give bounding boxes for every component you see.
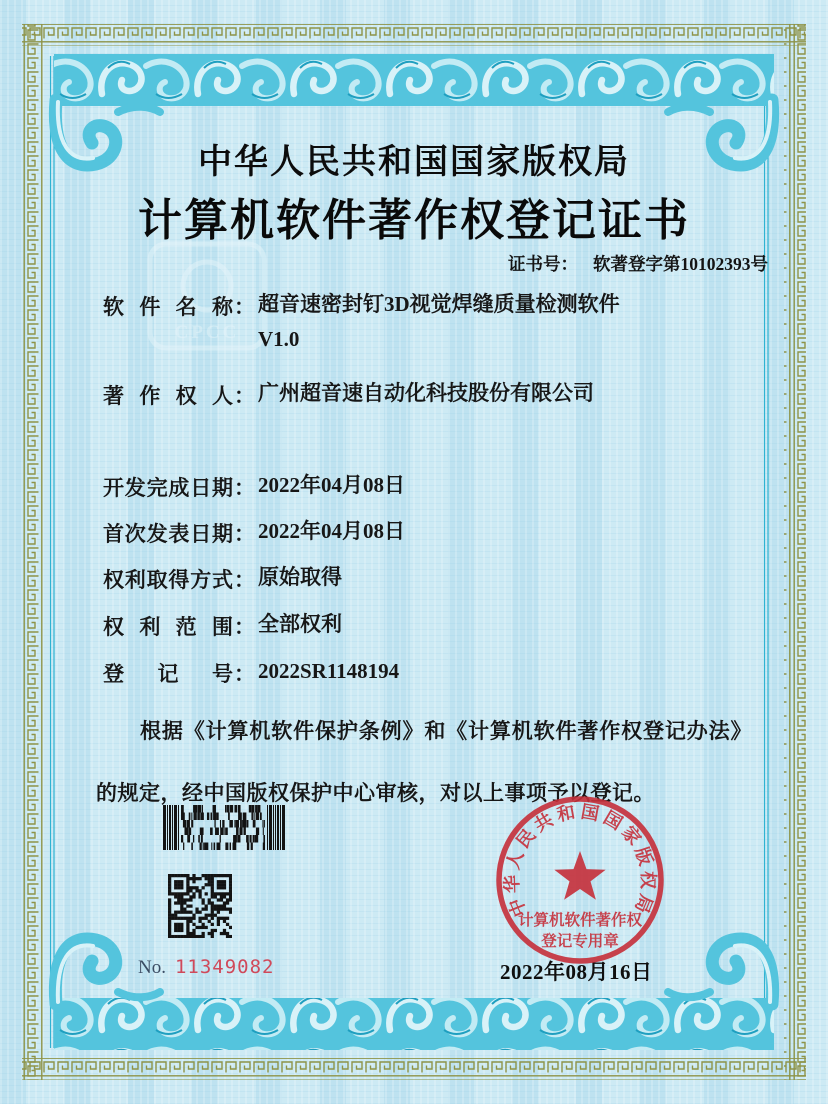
barcode xyxy=(163,805,285,850)
field-label: 登 记 号 xyxy=(103,662,233,686)
field-value: 2022年04月08日 xyxy=(258,519,405,543)
field-label: 软 件 名 称 xyxy=(103,295,233,319)
issue-date: 2022年08月16日 xyxy=(500,960,653,984)
stamp-ring-text: 中华人民共和国国家版权局 xyxy=(501,801,659,920)
field-value: 广州超音速自动化科技股份有限公司 xyxy=(258,381,594,405)
registration-statement: 根据《计算机软件保护条例》和《计算机软件著作权登记办法》的规定，经中国版权保护中心审核，对以上事项予以登记。 xyxy=(96,719,752,805)
field-colon: ： xyxy=(234,662,255,686)
official-stamp xyxy=(494,794,666,966)
field-colon: ： xyxy=(234,295,255,319)
stamp-star-icon xyxy=(554,851,605,900)
field-row-rights-scope xyxy=(103,611,342,641)
certificate-title: 计算机软件著作权登记证书 xyxy=(138,196,690,245)
stamp-line1: 计算机软件著作权 xyxy=(517,912,643,929)
serial-number-row xyxy=(138,956,275,979)
field-label: 著 作 权 人 xyxy=(103,384,233,408)
field-row-rights-acquisition xyxy=(103,564,342,594)
certificate-number xyxy=(508,251,768,276)
field-label: 首 次 发 表 日 期 xyxy=(103,522,233,546)
authority-title: 中华人民共和国国家版权局 xyxy=(198,144,630,181)
field-row-copyright-holder xyxy=(103,380,594,410)
software-version: V1.0 xyxy=(258,327,300,351)
field-value: 2022年04月08日 xyxy=(258,473,405,497)
field-label: 权 利 取 得 方 式 xyxy=(103,568,233,592)
qr-code xyxy=(168,874,232,938)
registration-number: 2022SR1148194 xyxy=(258,659,400,683)
field-value: 原始取得 xyxy=(258,565,342,589)
svg-text:CPCC: CPCC xyxy=(174,322,240,343)
field-colon: ： xyxy=(234,384,255,408)
field-colon: ： xyxy=(234,615,255,639)
software-name: 超音速密封钉3D视觉焊缝质量检测软件 xyxy=(258,292,620,316)
certificate-number-value: 软著登字第10102393号 xyxy=(593,254,768,274)
serial-number: 11349082 xyxy=(174,956,275,978)
field-row-first-publish-date xyxy=(103,518,405,548)
field-row-dev-complete-date xyxy=(103,472,405,502)
stamp-line2: 登记专用章 xyxy=(541,933,619,950)
field-colon: ： xyxy=(234,476,255,500)
field-label: 权 利 范 围 xyxy=(103,615,233,639)
field-colon: ： xyxy=(234,568,255,592)
field-row-registration-number xyxy=(103,658,400,688)
field-label: 开 发 完 成 日 期 xyxy=(103,476,233,500)
certificate-number-label: 证书号： xyxy=(508,254,578,274)
field-colon: ： xyxy=(234,522,255,546)
field-value xyxy=(258,291,778,353)
field-value: 全部权利 xyxy=(258,612,342,636)
serial-prefix: No. xyxy=(138,957,166,978)
